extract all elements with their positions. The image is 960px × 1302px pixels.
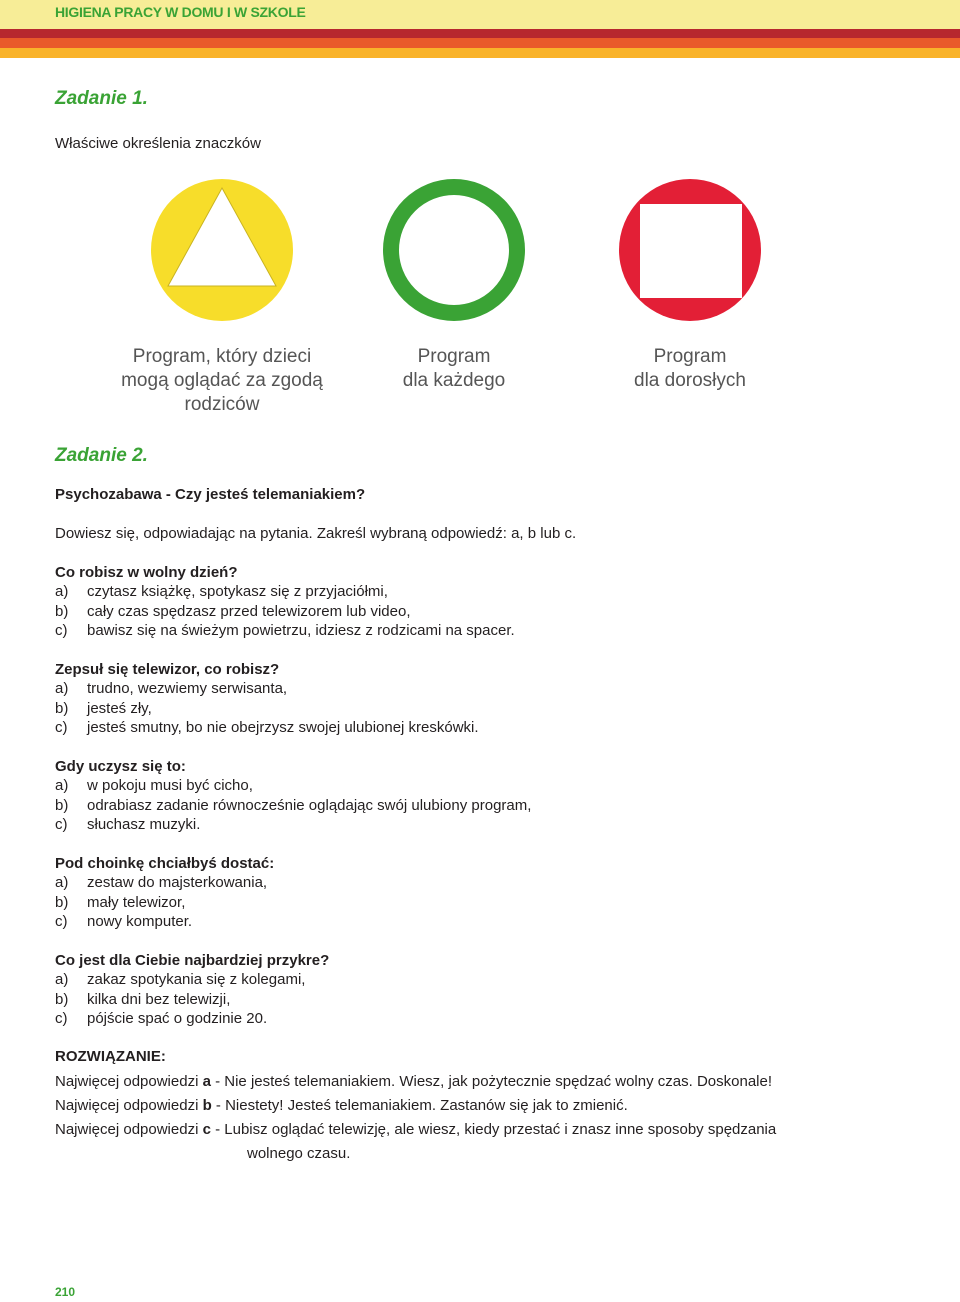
red-circle-square-icon <box>618 178 762 322</box>
answer-b <box>55 893 274 913</box>
green-ring-icon <box>382 178 526 322</box>
answer-letter: a) <box>55 680 69 697</box>
solution-dash: - <box>210 1073 225 1090</box>
sign-label-line: Program <box>417 346 491 367</box>
answer-letter: b) <box>55 990 69 1008</box>
answer-letter: c) <box>55 816 68 833</box>
answer-text: słuchasz muzyki. <box>87 816 201 833</box>
answer-text: mały telewizor, <box>87 893 186 911</box>
answer-b <box>55 796 531 816</box>
sign-label-everyone <box>354 345 554 393</box>
question-title: Co robisz w wolny dzień? <box>55 564 238 581</box>
solution-text: Niestety! Jesteś telemaniakiem. Zastanów się jak to zmienić. <box>225 1097 628 1114</box>
solution-prefix: Najwięcej odpowiedzi <box>55 1073 203 1090</box>
answer-text: kilka dni bez telewizji, <box>87 990 231 1008</box>
answer-text: odrabiasz zadanie równocześnie oglądając swój ulubiony program, <box>87 796 532 814</box>
answer-text: jesteś smutny, bo nie obejrzysz swojej ulubionej kreskówki. <box>87 719 479 736</box>
answer-a <box>55 873 274 893</box>
answer-letter: c) <box>55 1010 68 1027</box>
answer-letter: b) <box>55 602 69 620</box>
answer-c <box>55 912 274 932</box>
sign-label-line: mogą oglądać za zgodą <box>121 370 323 391</box>
answer-letter: a) <box>55 971 69 988</box>
task2-heading: Psychozabawa - Czy jesteś telemaniakiem? <box>55 486 366 503</box>
page-header <box>0 0 960 29</box>
solution-dash: - <box>211 1097 226 1114</box>
answer-a <box>55 679 479 699</box>
sign-label-line: Program, który dzieci <box>132 346 312 367</box>
answer-letter: b) <box>55 699 69 717</box>
task1-subtitle: Właściwe określenia znaczków <box>55 135 261 152</box>
answer-b <box>55 990 329 1010</box>
solution-text: Lubisz oglądać telewizję, ale wiesz, kiedy przestać i znasz inne sposoby spędzania <box>224 1121 777 1138</box>
answer-c <box>55 621 515 641</box>
solution-prefix: Najwięcej odpowiedzi <box>55 1121 203 1138</box>
task1-title: Zadanie 1. <box>55 88 148 109</box>
solution-title: ROZWIĄZANIE: <box>55 1048 166 1065</box>
sign-label-line: rodziców <box>184 394 260 415</box>
answer-text: bawisz się na świeżym powietrzu, idziesz z rodzicami na spacer. <box>87 622 515 639</box>
answer-a <box>55 582 515 602</box>
answer-letter: a) <box>55 874 69 891</box>
signs-row <box>0 170 960 420</box>
question-4 <box>55 854 274 932</box>
answer-a <box>55 970 329 990</box>
sign-label-line: Program <box>653 346 727 367</box>
question-5 <box>55 951 329 1029</box>
sign-label-parental <box>92 345 352 417</box>
answer-b <box>55 699 479 719</box>
answer-c <box>55 718 479 738</box>
page-number: 210 <box>55 1285 76 1299</box>
answer-text: zestaw do majsterkowania, <box>87 874 268 891</box>
answer-c <box>55 815 531 835</box>
answer-text: w pokoju musi być cicho, <box>87 777 253 794</box>
sign-label-line: dla dorosłych <box>634 370 746 391</box>
answer-b <box>55 602 515 622</box>
sign-label-line: dla każdego <box>402 370 506 391</box>
answer-text: pójście spać o godzinie 20. <box>87 1010 268 1027</box>
answer-a <box>55 776 531 796</box>
answer-text: czytasz książkę, spotykasz się z przyjaciółmi, <box>87 583 388 600</box>
header-stripe-yellow <box>0 48 960 58</box>
answer-letter: a) <box>55 777 69 794</box>
task2-instruction: Dowiesz się, odpowiadając na pytania. Zakreśl wybraną odpowiedź: a, b lub c. <box>55 525 577 542</box>
answer-text: trudno, wezwiemy serwisanta, <box>87 680 288 697</box>
header-title: HIGIENA PRACY W DOMU I W SZKOLE <box>55 4 306 20</box>
answer-letter: c) <box>55 913 68 930</box>
solution-continuation: wolnego czasu. <box>247 1145 351 1162</box>
solution-letter: c <box>202 1121 211 1138</box>
sign-label-adults <box>590 345 790 393</box>
question-1 <box>55 563 515 641</box>
question-title: Gdy uczysz się to: <box>55 758 186 775</box>
solution-letter: b <box>202 1097 212 1114</box>
solution-prefix: Najwięcej odpowiedzi <box>55 1097 203 1114</box>
header-stripe-orange <box>0 38 960 48</box>
answer-text: cały czas spędzasz przed telewizorem lub video, <box>87 602 411 620</box>
answer-letter: c) <box>55 622 68 639</box>
solution-letter: a <box>202 1073 211 1090</box>
question-3 <box>55 757 531 835</box>
solution-row-b <box>55 1097 628 1114</box>
solution-dash: - <box>210 1121 225 1138</box>
question-2 <box>55 660 479 738</box>
header-stripe-red <box>0 29 960 38</box>
task2-title: Zadanie 2. <box>55 445 148 466</box>
yellow-circle-triangle-icon <box>150 178 294 322</box>
answer-text: zakaz spotykania się z kolegami, <box>87 971 306 988</box>
solution-text: Nie jesteś telemaniakiem. Wiesz, jak pożytecznie spędzać wolny czas. Doskonale! <box>224 1073 772 1090</box>
answer-c <box>55 1009 329 1029</box>
solution-row-c <box>55 1121 776 1138</box>
question-title: Zepsuł się telewizor, co robisz? <box>55 661 280 678</box>
answer-letter: b) <box>55 796 69 814</box>
answer-text: jesteś zły, <box>87 699 152 717</box>
question-title: Co jest dla Ciebie najbardziej przykre? <box>55 952 330 969</box>
answer-letter: a) <box>55 583 69 600</box>
solution-row-a <box>55 1073 772 1090</box>
answer-text: nowy komputer. <box>87 913 193 930</box>
answer-letter: c) <box>55 719 68 736</box>
question-title: Pod choinkę chciałbyś dostać: <box>55 855 275 872</box>
answer-letter: b) <box>55 893 69 911</box>
